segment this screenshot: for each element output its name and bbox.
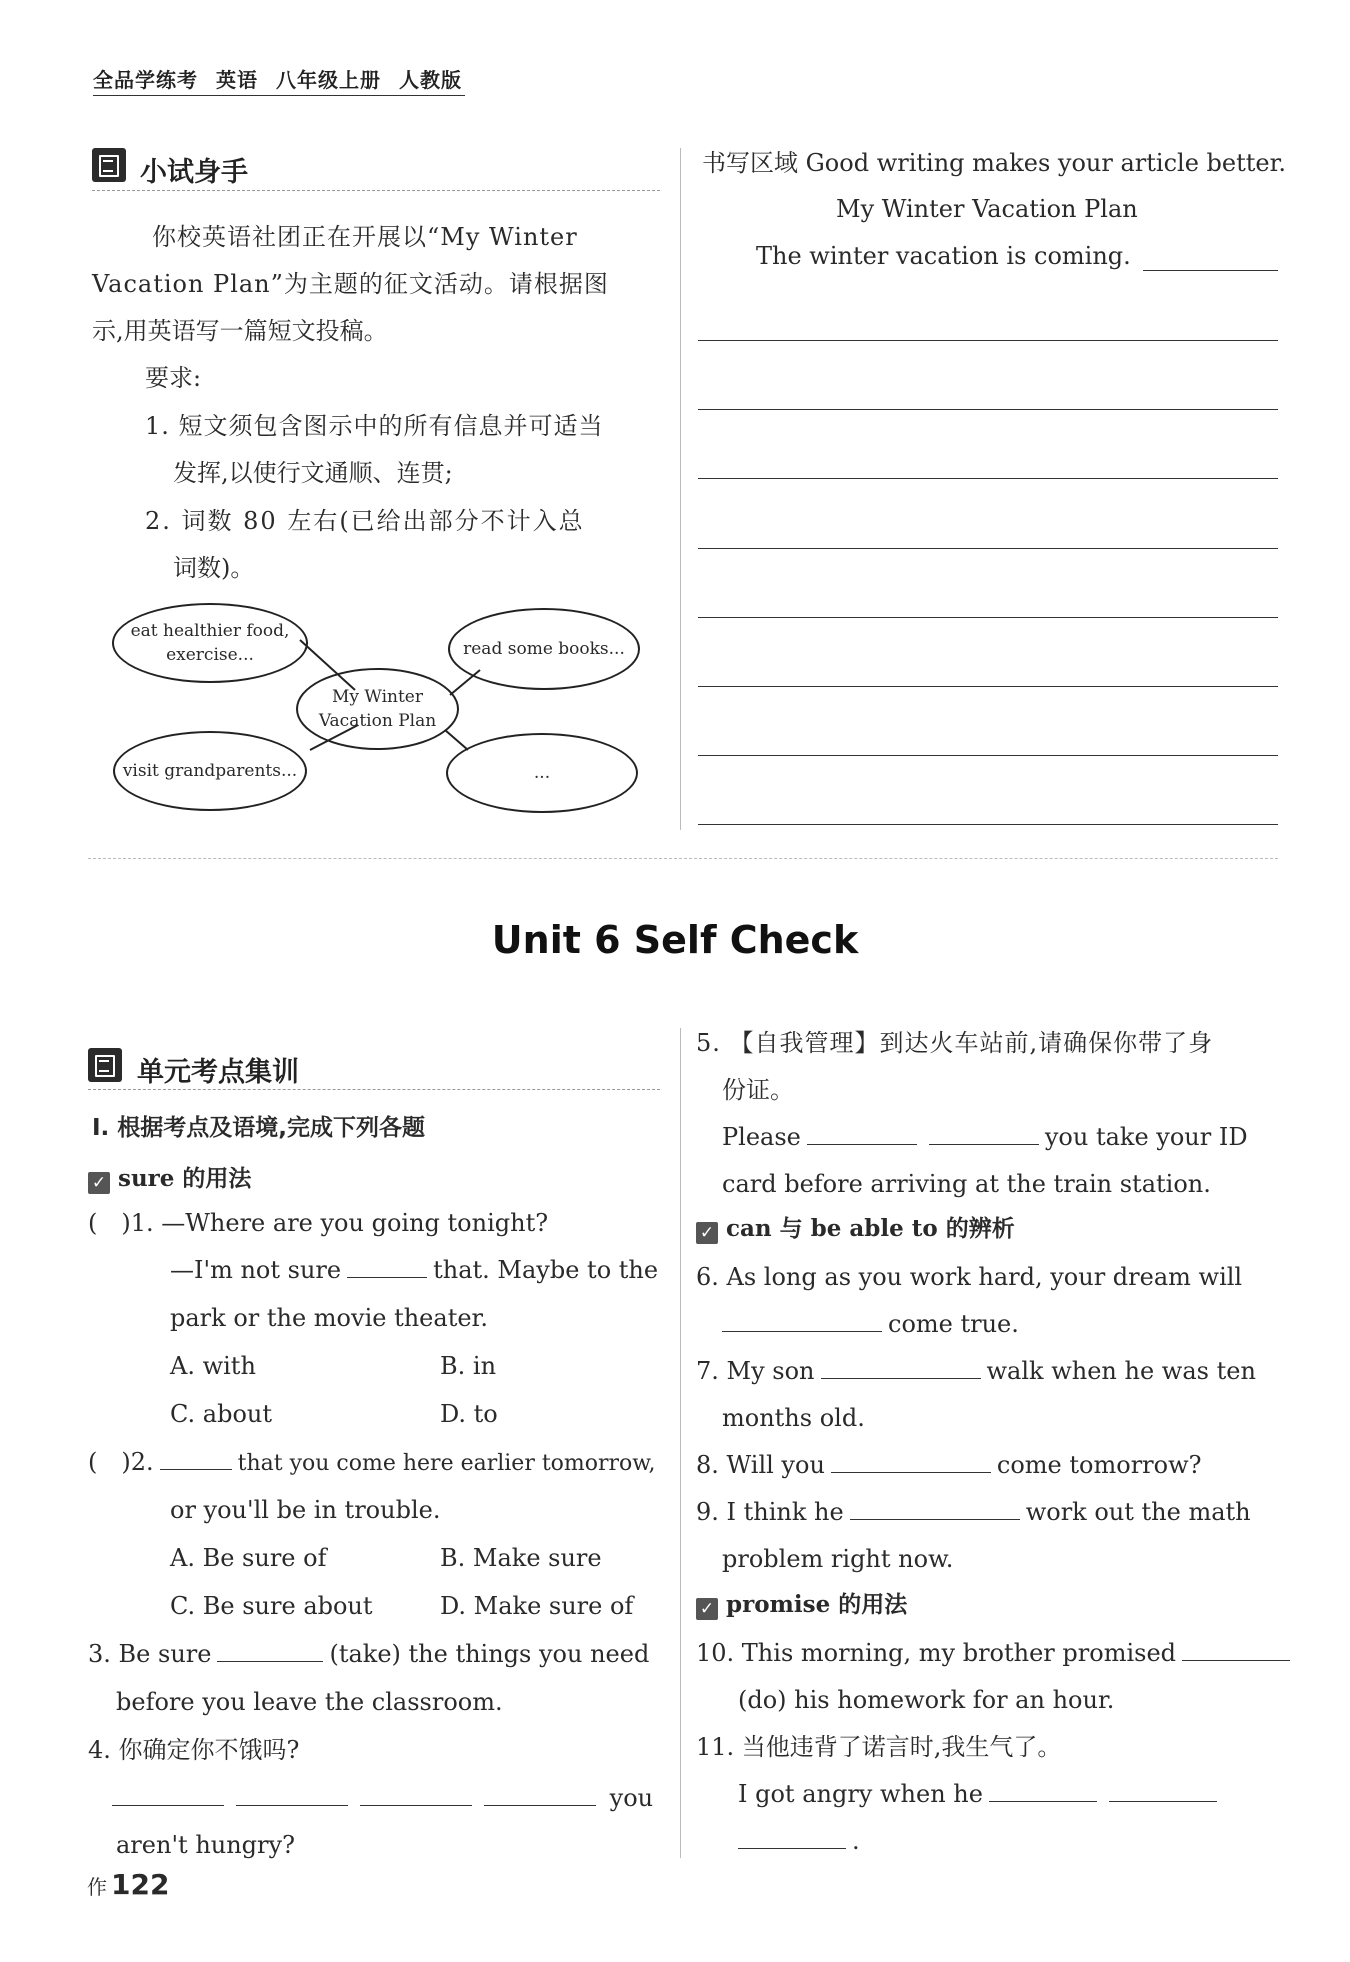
q1-line-2 bbox=[170, 1247, 658, 1294]
q5-line-2: 份证。 bbox=[722, 1076, 794, 1104]
q9-line-1 bbox=[696, 1489, 1251, 1536]
check-icon: ✓ bbox=[696, 1222, 718, 1244]
q6-blank[interactable] bbox=[722, 1307, 882, 1332]
q8-text-a: 8. Will you bbox=[696, 1451, 825, 1479]
sure-usage-text: sure 的用法 bbox=[118, 1165, 252, 1192]
column-divider-top bbox=[680, 148, 681, 830]
writing-line-6[interactable] bbox=[698, 686, 1278, 687]
q2-blank[interactable] bbox=[160, 1445, 232, 1470]
q5-line-4: card before arriving at the train station. bbox=[722, 1170, 1211, 1198]
q1-option-a[interactable]: A. with bbox=[170, 1352, 256, 1380]
q6-text: come true. bbox=[888, 1310, 1019, 1338]
q4-you: you bbox=[609, 1784, 654, 1812]
page-section-divider bbox=[88, 858, 1278, 859]
check-icon: ✓ bbox=[696, 1598, 718, 1620]
q11-blank-3[interactable] bbox=[738, 1824, 846, 1849]
column-divider-bottom bbox=[680, 1028, 681, 1858]
writing-line-8[interactable] bbox=[698, 824, 1278, 825]
node-center-line-2: Vacation Plan bbox=[318, 711, 437, 731]
requirement-1-line-1: 1. 短文须包含图示中的所有信息并可适当 bbox=[145, 412, 604, 440]
q11-end: . bbox=[852, 1827, 860, 1855]
book-header bbox=[93, 64, 480, 93]
q7-text-b: walk when he was ten bbox=[986, 1357, 1256, 1385]
q8-line bbox=[696, 1442, 1202, 1489]
q4-blank-3[interactable] bbox=[360, 1781, 472, 1806]
mindmap-node-more bbox=[446, 733, 638, 813]
page-number-value: 122 bbox=[111, 1868, 170, 1901]
requirements-label: 要求: bbox=[145, 364, 202, 392]
q1-text-b: that. Maybe to the bbox=[433, 1256, 659, 1284]
q4-line-1: 4. 你确定你不饿吗? bbox=[88, 1736, 300, 1764]
q11-blank-1[interactable] bbox=[989, 1777, 1097, 1802]
q11-line-1: 11. 当他违背了诺言时,我生气了。 bbox=[696, 1733, 1062, 1761]
q1-option-b[interactable]: B. in bbox=[440, 1352, 497, 1380]
writing-line-2[interactable] bbox=[698, 409, 1278, 410]
essay-title: My Winter Vacation Plan bbox=[836, 195, 1138, 223]
node-food-line-1: eat healthier food, bbox=[130, 621, 290, 641]
intro-line-1: 你校英语社团正在开展以“My Winter bbox=[152, 223, 578, 251]
mindmap-node-center bbox=[296, 668, 459, 750]
q5-line-3 bbox=[722, 1114, 1248, 1161]
q5-text: you take your ID bbox=[1044, 1123, 1248, 1151]
q1-option-d[interactable]: D. to bbox=[440, 1400, 498, 1428]
q2-line-1 bbox=[88, 1439, 656, 1487]
q10-line-1 bbox=[696, 1630, 1296, 1677]
q9-text-a: 9. I think he bbox=[696, 1498, 844, 1526]
header-book: 全品学练考 bbox=[93, 68, 198, 92]
q4-blank-4[interactable] bbox=[484, 1781, 596, 1806]
q10-line-2: (do) his homework for an hour. bbox=[738, 1686, 1115, 1714]
q1-line-3: park or the movie theater. bbox=[170, 1304, 488, 1332]
practice-title: 小试身手 bbox=[140, 157, 248, 188]
section-book-icon bbox=[92, 148, 126, 182]
mindmap-node-food bbox=[112, 603, 308, 683]
q8-blank[interactable] bbox=[831, 1448, 991, 1473]
q5-line-1: 5. 【自我管理】到达火车站前,请确保你带了身 bbox=[696, 1029, 1214, 1057]
q1-blank[interactable] bbox=[347, 1253, 427, 1278]
q9-line-2: problem right now. bbox=[722, 1545, 954, 1573]
q11-line-2 bbox=[738, 1771, 1223, 1818]
writing-area-label: 书写区域 Good writing makes your article better. bbox=[702, 149, 1287, 177]
section2-book-icon bbox=[88, 1048, 122, 1082]
node-more-label: ... bbox=[533, 763, 551, 783]
q7-text-a: 7. My son bbox=[696, 1357, 815, 1385]
q8-text-b: come tomorrow? bbox=[996, 1451, 1202, 1479]
writing-line-5[interactable] bbox=[698, 617, 1278, 618]
section2-title: 单元考点集训 bbox=[137, 1057, 299, 1088]
page-number bbox=[87, 1868, 169, 1901]
q2-number: ( )2. bbox=[88, 1448, 154, 1476]
q7-line-2: months old. bbox=[722, 1404, 865, 1432]
q4-blank-1[interactable] bbox=[112, 1781, 224, 1806]
part1-heading: Ⅰ. 根据考点及语境,完成下列各题 bbox=[92, 1115, 426, 1141]
q2-text: that you come here earlier tomorrow, bbox=[237, 1451, 656, 1476]
node-food-line-2: exercise... bbox=[166, 645, 254, 665]
node-books-label: read some books... bbox=[463, 639, 625, 659]
q5-blank-1[interactable] bbox=[807, 1120, 917, 1145]
writing-line-0[interactable] bbox=[1143, 270, 1278, 271]
header-subject: 英语 bbox=[216, 68, 258, 92]
q3-text-a: 3. Be sure bbox=[88, 1640, 212, 1668]
q2-line-2: or you'll be in trouble. bbox=[170, 1496, 441, 1524]
header-edition: 人教版 bbox=[399, 68, 462, 92]
section2-divider bbox=[88, 1089, 660, 1090]
q2-option-d[interactable]: D. Make sure of bbox=[440, 1592, 634, 1620]
essay-start: The winter vacation is coming. bbox=[756, 242, 1131, 270]
requirement-2-line-1: 2. 词数 80 左右(已给出部分不计入总 bbox=[145, 507, 585, 535]
q5-please: Please bbox=[722, 1123, 801, 1151]
requirement-2-line-2: 词数)。 bbox=[173, 554, 255, 582]
q10-blank[interactable] bbox=[1182, 1636, 1290, 1661]
q9-blank[interactable] bbox=[850, 1495, 1020, 1520]
can-able-heading bbox=[696, 1210, 1015, 1244]
q3-line-1 bbox=[88, 1631, 649, 1678]
requirement-1-line-2: 发挥,以使行文通顺、连贯; bbox=[173, 459, 453, 487]
q1-option-c[interactable]: C. about bbox=[170, 1400, 272, 1428]
q4-line-2 bbox=[112, 1775, 653, 1822]
promise-heading bbox=[696, 1586, 907, 1620]
q4-blank-2[interactable] bbox=[236, 1781, 348, 1806]
writing-line-3[interactable] bbox=[698, 478, 1278, 479]
page-prefix: 作 bbox=[87, 1875, 107, 1899]
promise-text: promise 的用法 bbox=[726, 1591, 908, 1618]
mindmap-node-books bbox=[448, 608, 640, 690]
header-underline bbox=[93, 95, 465, 96]
section-divider bbox=[92, 190, 660, 191]
unit-title: Unit 6 Self Check bbox=[491, 918, 859, 962]
sure-usage-heading bbox=[88, 1160, 251, 1194]
check-icon: ✓ bbox=[88, 1172, 110, 1194]
q3-line-2: before you leave the classroom. bbox=[116, 1688, 503, 1716]
header-grade: 八年级上册 bbox=[276, 68, 381, 92]
node-grandparents-label: visit grandparents... bbox=[122, 761, 298, 781]
intro-line-2: Vacation Plan”为主题的征文活动。请根据图 bbox=[92, 270, 609, 298]
can-able-text: can 与 be able to 的辨析 bbox=[726, 1215, 1015, 1242]
q11-text: I got angry when he bbox=[738, 1780, 983, 1808]
q2-option-c[interactable]: C. Be sure about bbox=[170, 1592, 373, 1620]
q11-line-3 bbox=[738, 1818, 860, 1865]
q11-blank-2[interactable] bbox=[1109, 1777, 1217, 1802]
q10-text: 10. This morning, my brother promised bbox=[696, 1639, 1177, 1667]
writing-line-1[interactable] bbox=[698, 340, 1278, 341]
mindmap-node-grandparents bbox=[113, 731, 307, 811]
q2-option-b[interactable]: B. Make sure bbox=[440, 1544, 602, 1572]
q4-line-3: aren't hungry? bbox=[116, 1831, 295, 1859]
q3-blank[interactable] bbox=[217, 1637, 323, 1662]
q3-text-b: (take) the things you need bbox=[329, 1640, 650, 1668]
writing-line-4[interactable] bbox=[698, 548, 1278, 549]
intro-line-3: 示,用英语写一篇短文投稿。 bbox=[92, 317, 388, 345]
writing-line-7[interactable] bbox=[698, 755, 1278, 756]
q6-line-2 bbox=[722, 1301, 1019, 1348]
q1-line-1: ( )1. —Where are you going tonight? bbox=[88, 1209, 549, 1237]
q6-line-1: 6. As long as you work hard, your dream will bbox=[696, 1263, 1243, 1291]
q7-blank[interactable] bbox=[821, 1354, 981, 1379]
q5-blank-2[interactable] bbox=[929, 1120, 1039, 1145]
q1-text-a: —I'm not sure bbox=[170, 1256, 342, 1284]
node-center-line-1: My Winter bbox=[331, 687, 423, 707]
q2-option-a[interactable]: A. Be sure of bbox=[170, 1544, 327, 1572]
q9-text-b: work out the math bbox=[1025, 1498, 1251, 1526]
q7-line-1 bbox=[696, 1348, 1256, 1395]
